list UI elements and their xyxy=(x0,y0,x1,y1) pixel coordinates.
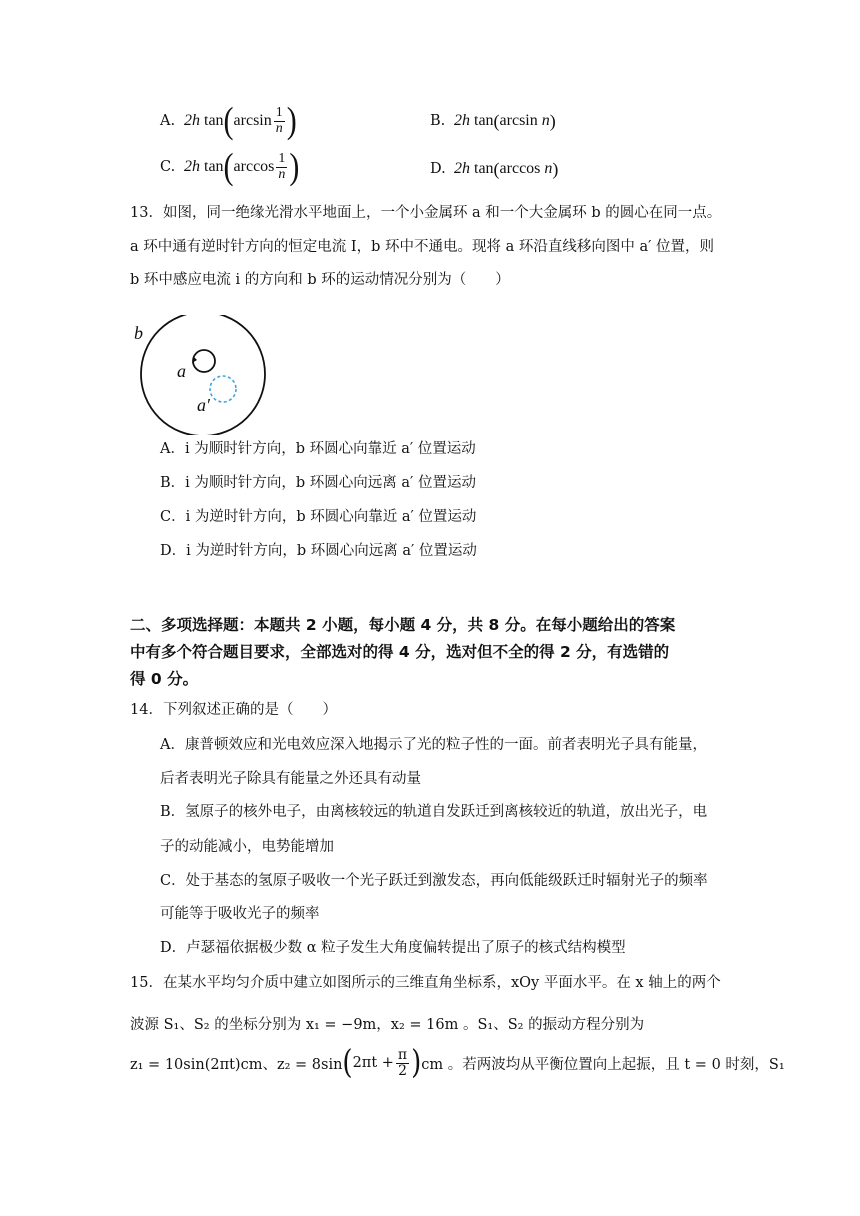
q14-option-a-line-2: 后者表明光子除具有能量之外还具有动量 xyxy=(160,771,421,787)
inner-fn: arcsin xyxy=(233,112,272,130)
ring-b xyxy=(141,315,265,435)
coef: 2h xyxy=(454,160,470,177)
coef: 2h xyxy=(454,112,470,129)
q14-option-d: D．卢瑟福依据极少数 α 粒子发生大角度偏转提出了原子的核式结构模型 xyxy=(160,940,626,956)
q12-option-c: C. 2h tan ( arccos $\frac{1}{n}$ ) xyxy=(160,145,300,188)
label-b: b xyxy=(134,323,143,343)
q14-option-c-line-2: 可能等于吸收光子的频率 xyxy=(160,906,320,922)
q13-option-d: D．i 为逆时针方向，b 环圆心向远离 a′ 位置运动 xyxy=(160,543,477,559)
frac-num: π xyxy=(397,1047,408,1063)
label-a-prime: a′ xyxy=(197,395,210,415)
option-letter: D. xyxy=(430,161,446,177)
q12-option-b: B. 2h tan ( arcsin n ) xyxy=(430,111,556,131)
q12-option-a: A. 2h tan ( arcsin $\frac{1}{n}$ ) xyxy=(160,99,297,142)
q15-line-3: z₁ = 10sin(2πt)cm、z₂ = 8sin ( 2πt + $\frac{\pi}{2}$ ) cm 。若两波均从平衡位置向上起振，且 t = 0 时刻，S₁ xyxy=(130,1044,785,1082)
option-letter: B. xyxy=(430,113,446,129)
q13-option-b: B．i 为顺时针方向，b 环圆心向远离 a′ 位置运动 xyxy=(160,475,476,491)
label-a: a xyxy=(177,361,186,381)
q15-line-2: 波源 S₁、S₂ 的坐标分别为 x₁ = −9m，x₂ = 16m 。S₁、S₂ 的振动方程分别为 xyxy=(130,1017,645,1033)
q13-line-3: b 环中感应电流 i 的方向和 b 环的运动情况分别为（ ） xyxy=(130,272,510,288)
section-heading-line-3: 得 0 分。 xyxy=(130,670,199,688)
q13-option-c: C．i 为逆时针方向，b 环圆心向靠近 a′ 位置运动 xyxy=(160,509,477,525)
arg: n xyxy=(544,160,553,177)
q15-eq2-inner: 2πt + xyxy=(352,1055,394,1072)
q13-figure xyxy=(125,315,285,435)
fn: tan xyxy=(204,158,224,176)
q14-option-b-line-1: B．氢原子的核外电子，由离核较远的轨道自发跃迁到离核较近的轨道，放出光子，电 xyxy=(160,804,708,820)
q14-option-c-line-1: C．处于基态的氢原子吸收一个光子跃迁到激发态，再向低能级跃迁时辐射光子的频率 xyxy=(160,873,708,889)
q14-option-a-line-1: A．康普顿效应和光电效应深入地揭示了光的粒子性的一面。前者表明光子具有能量， xyxy=(160,737,707,753)
q14-option-b-line-2: 子的动能减小，电势能增加 xyxy=(160,839,334,855)
section-heading-line-1: 二、多项选择题：本题共 2 小题，每小题 4 分，共 8 分。在每小题给出的答案 xyxy=(130,616,676,634)
ring-a xyxy=(193,350,215,372)
coef: 2h xyxy=(184,158,200,176)
q15-line-1: 15．在某水平均匀介质中建立如图所示的三维直角坐标系，xOy 平面水平。在 x 轴上的两个 xyxy=(130,975,721,991)
option-letter: A. xyxy=(160,113,176,130)
coef: 2h xyxy=(184,112,200,130)
option-letter: C. xyxy=(160,159,176,176)
q15-eq1: z₁ = 10sin(2πt)cm、z₂ = 8sin xyxy=(130,1056,343,1073)
q14-stem: 14．下列叙述正确的是（ ） xyxy=(130,702,337,718)
q13-option-a: A．i 为顺时针方向，b 环圆心向靠近 a′ 位置运动 xyxy=(160,441,476,457)
q12-option-d: D. 2h tan ( arccos n ) xyxy=(430,159,559,179)
arg: n xyxy=(541,112,550,129)
frac-den: n xyxy=(278,166,286,182)
q15-eq2-tail: cm 。若两波均从平衡位置向上起振，且 t = 0 时刻，S₁ xyxy=(421,1056,785,1073)
fn: tan xyxy=(204,112,224,130)
q13-line-2: a 环中通有逆时针方向的恒定电流 I，b 环中不通电。现将 a 环沿直线移向图中 a′ 位置，则 xyxy=(130,239,714,255)
frac-num: 1 xyxy=(278,151,286,166)
frac-den: 2 xyxy=(398,1062,407,1079)
fn: tan xyxy=(474,160,494,177)
section-heading-line-2: 中有多个符合题目要求，全部选对的得 4 分，选对但不全的得 2 分，有选错的 xyxy=(130,643,670,661)
frac-den: n xyxy=(275,120,283,136)
fn: tan xyxy=(474,112,494,129)
inner-fn: arcsin xyxy=(499,112,538,129)
ring-a-prime xyxy=(210,376,236,402)
q13-line-1: 13．如图，同一绝缘光滑水平地面上，一个小金属环 a 和一个大金属环 b 的圆心在同一点。 xyxy=(130,205,722,221)
frac-num: 1 xyxy=(275,105,283,120)
inner-fn: arccos xyxy=(499,160,541,177)
inner-fn: arccos xyxy=(233,158,275,176)
